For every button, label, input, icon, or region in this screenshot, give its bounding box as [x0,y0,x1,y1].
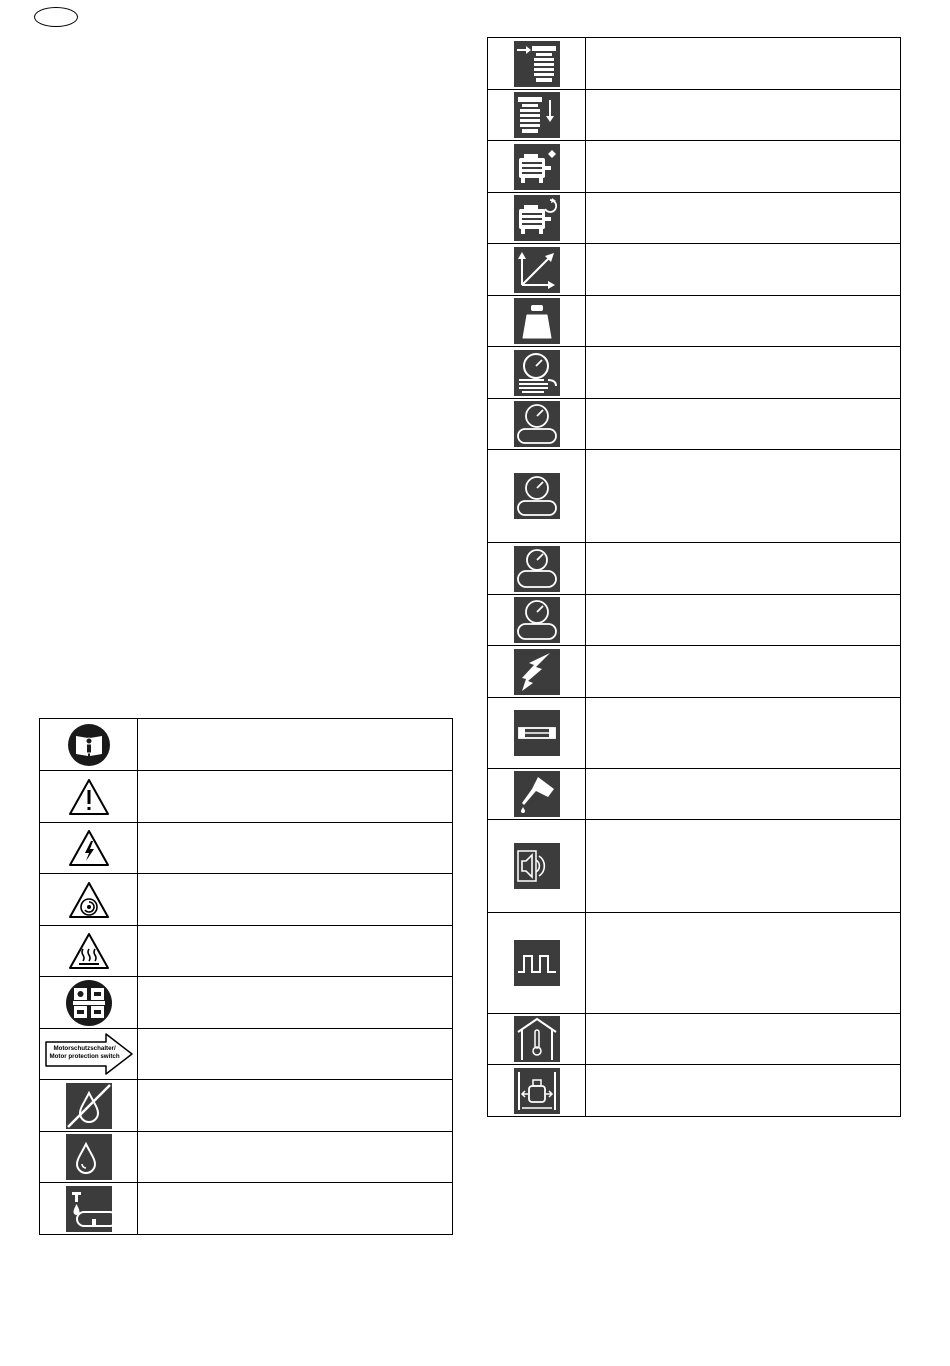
duty-cycle-icon [514,940,560,986]
description-cell [586,38,901,90]
table-row [40,771,453,823]
description-cell [138,926,453,977]
operating-pressure-icon [514,597,560,643]
oil-quantity-icon [514,771,560,817]
description-cell [586,141,901,193]
description-cell [586,769,901,820]
icon-cell [488,698,586,769]
icon-cell [40,719,138,771]
table-row [488,193,901,244]
installation-icon [514,1068,560,1114]
icon-cell [488,347,586,399]
icon-cell [488,450,586,543]
table-row [488,244,901,296]
language-marker-oval [34,7,78,27]
table-row [40,1183,453,1235]
icon-cell [488,1065,586,1117]
read-manual-icon [67,723,111,767]
warning-triangle-icon [67,777,111,817]
description-cell [138,1183,453,1235]
table-row [488,646,901,698]
description-cell [138,719,453,771]
description-cell [586,543,901,595]
icon-cell [488,38,586,90]
description-cell [586,913,901,1014]
right-symbol-table [487,37,901,1117]
table-row [40,926,453,977]
description-cell [586,399,901,450]
hot-surface-warning-icon [67,931,111,971]
icon-cell [488,296,586,347]
icon-cell [488,913,586,1014]
description-cell [586,244,901,296]
icon-cell [40,1080,138,1132]
table-row [488,399,901,450]
left-symbol-table [39,718,453,1235]
table-row [488,296,901,347]
description-cell [586,90,901,141]
icon-cell [40,874,138,926]
max-pressure-icon [514,401,560,447]
icon-cell [488,595,586,646]
description-cell [138,771,453,823]
description-cell [138,1080,453,1132]
table-row [488,769,901,820]
condensate-drain-icon [66,1186,112,1232]
icon-cell [40,1132,138,1183]
icon-cell [488,543,586,595]
motor-speed-icon [514,195,560,241]
description-cell [138,1029,453,1080]
fuse-icon [514,710,560,756]
description-cell [586,698,901,769]
table-row [488,90,901,141]
table-row [40,823,453,874]
table-row [488,347,901,399]
arrow-label [50,1045,120,1061]
table-row [488,698,901,769]
description-cell [138,1132,453,1183]
tank-pressure-icon [514,473,560,519]
icon-cell [488,646,586,698]
table-row [40,1029,453,1080]
icon-cell [40,977,138,1029]
table-row [40,874,453,926]
icon-cell [40,771,138,823]
delivery-air-icon [514,92,560,138]
table-row [488,820,901,913]
table-row [488,1014,901,1065]
motor-protection-switch-icon [44,1032,134,1076]
description-cell [586,347,901,399]
description-cell [586,820,901,913]
table-row [488,913,901,1014]
oil-free-icon [66,1083,112,1129]
description-cell [138,977,453,1029]
table-row [488,1065,901,1117]
description-cell [586,1065,901,1117]
oil-lubricated-icon [66,1134,112,1180]
motor-power-icon [514,144,560,190]
electric-voltage-warning-icon [67,828,111,868]
description-cell [586,646,901,698]
icon-cell [488,1014,586,1065]
voltage-icon [514,649,560,695]
description-cell [586,296,901,347]
icon-cell [488,193,586,244]
table-row [40,719,453,771]
manual-pressure-gauge-icon [514,350,560,396]
intake-air-icon [514,41,560,87]
icon-cell [488,244,586,296]
description-cell [586,595,901,646]
weight-icon [514,298,560,344]
icon-cell [488,820,586,913]
dimensions-icon [514,247,560,293]
table-row [488,141,901,193]
icon-cell [488,141,586,193]
table-row [488,450,901,543]
on-off-switch-icon [65,979,113,1027]
description-cell [586,450,901,543]
icon-cell [40,823,138,874]
indoor-temperature-icon [514,1016,560,1062]
table-row [488,595,901,646]
description-cell [586,193,901,244]
table-row [488,38,901,90]
table-row [40,1080,453,1132]
icon-cell [40,1183,138,1235]
description-cell [138,874,453,926]
table-row [488,543,901,595]
automatic-start-warning-icon [67,880,111,920]
icon-cell [40,926,138,977]
arrow-label-line2: Motor protection switch [49,1053,120,1060]
table-row [40,1132,453,1183]
sound-level-icon [514,843,560,889]
icon-cell [488,769,586,820]
table-row [40,977,453,1029]
arrow-label-line1: Motorschutzschalter/ [53,1045,116,1052]
icon-cell [488,90,586,141]
icon-cell [40,1029,138,1080]
description-cell [586,1014,901,1065]
description-cell [138,823,453,874]
tank-volume-icon [514,546,560,592]
icon-cell [488,399,586,450]
